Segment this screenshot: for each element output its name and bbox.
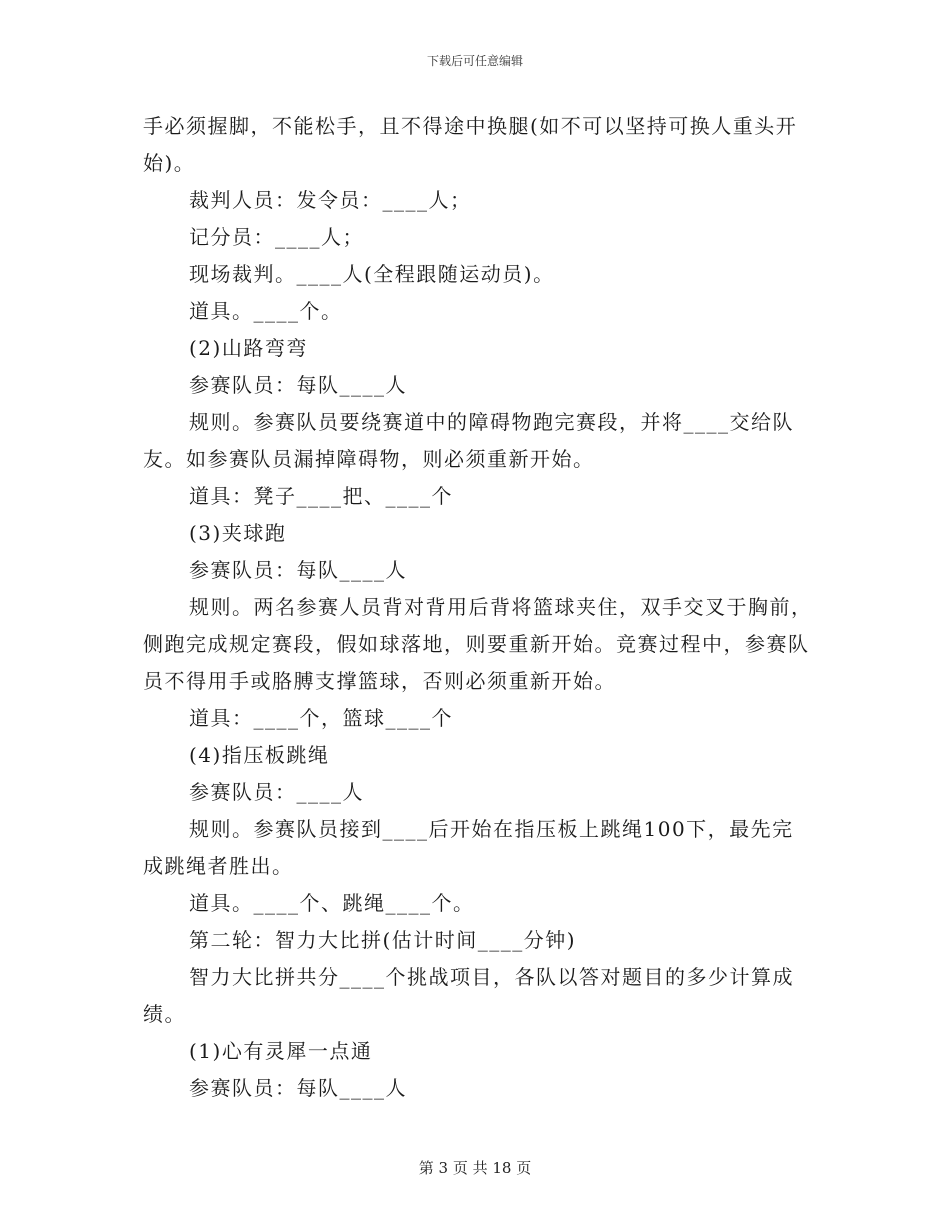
paragraph: 手必须握脚，不能松手，且不得途中换腿(如不可以坚持可换人重头开始)。 — [143, 114, 798, 175]
paragraph: 道具：____个，篮球____个 — [189, 706, 453, 730]
paragraph: 参赛队员：____人 — [189, 780, 364, 804]
section-heading: (3)夹球跑 — [189, 521, 287, 545]
paragraph: 道具。____个、跳绳____个。 — [189, 891, 475, 915]
paragraph: 智力大比拼共分____个挑战项目，各队以答对题目的多少计算成绩。 — [143, 965, 794, 1026]
paragraph: 现场裁判。____人(全程跟随运动员)。 — [189, 262, 555, 286]
section-heading: (4)指压板跳绳 — [189, 743, 330, 767]
paragraph: 道具：凳子____把、____个 — [189, 484, 453, 508]
paragraph: 参赛队员：每队____人 — [189, 558, 407, 582]
document-body — [143, 108, 813, 1107]
paragraph: 规则。参赛队员要绕赛道中的障碍物跑完赛段，并将____交给队友。如参赛队员漏掉障碍物，则必须重新开始。 — [143, 410, 794, 471]
page-header: 下载后可任意编辑 — [426, 54, 523, 68]
page-footer: 第 3 页 共 18 页 — [418, 1159, 532, 1177]
paragraph: 参赛队员：每队____人 — [189, 1076, 407, 1100]
paragraph: 裁判人员：发令员：____人； — [189, 188, 472, 212]
paragraph: 规则。参赛队员接到____后开始在指压板上跳绳100下，最先完成跳绳者胜出。 — [143, 817, 794, 878]
paragraph: 记分员：____人； — [189, 225, 364, 249]
section-heading: (2)山路弯弯 — [189, 336, 308, 360]
paragraph: 规则。两名参赛人员背对背用后背将篮球夹住，双手交叉于胸前，侧跑完成规定赛段，假如球落地，则要重新开始。竞赛过程中，参赛队员不得用手或胳膊支撑篮球，否则必须重新开始。 — [143, 595, 813, 693]
paragraph: 参赛队员：每队____人 — [189, 373, 407, 397]
paragraph: 道具。____个。 — [189, 299, 343, 323]
section-heading: (1)心有灵犀一点通 — [189, 1039, 373, 1063]
paragraph: 第二轮：智力大比拼(估计时间____分钟) — [189, 928, 577, 952]
